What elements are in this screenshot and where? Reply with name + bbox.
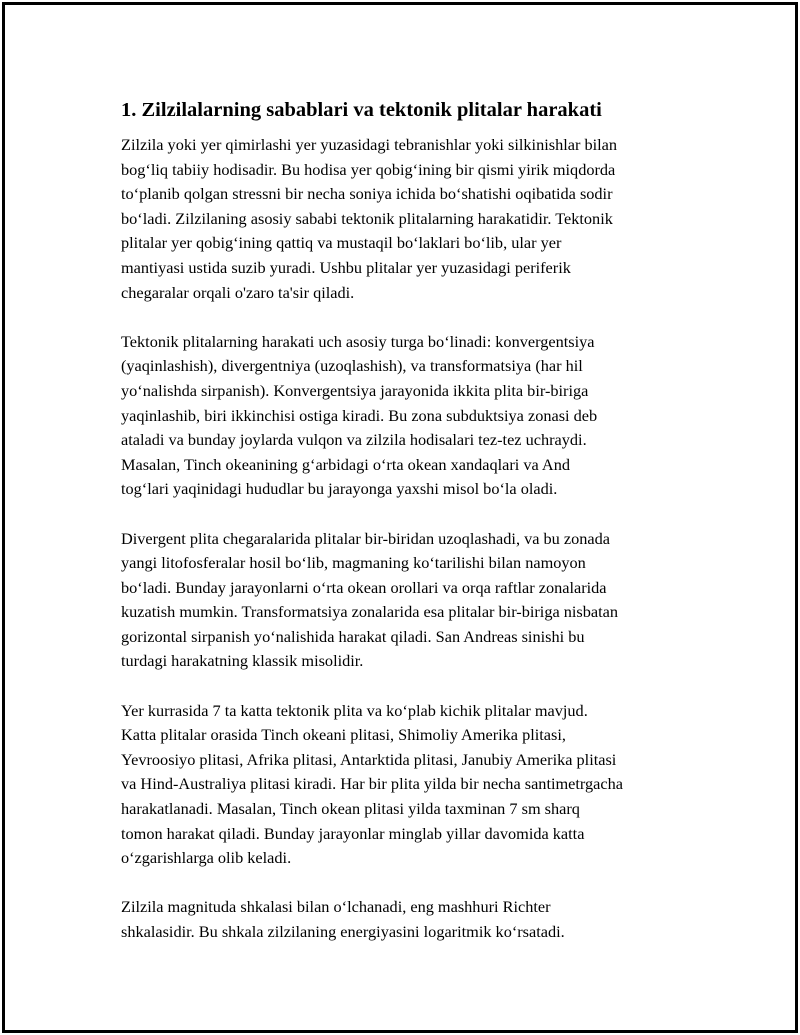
paragraph-2 xyxy=(121,330,701,502)
text-line: Divergent plita chegaralarida plitalar bir-biridan uzoqlashadi, va bu zonada xyxy=(121,528,610,548)
text-line: Masalan, Tinch okeanining g‘arbidagi o‘rta okean xandaqlari va And xyxy=(121,454,570,474)
text-line: bo‘ladi. Zilzilaning asosiy sababi tektonik plitalarning harakatidir. Tektonik xyxy=(121,208,613,228)
text-line: Yer kurrasida 7 ta katta tektonik plita va ko‘plab kichik plitalar mavjud. xyxy=(121,700,588,720)
text-line: yangi litofosferalar hosil bo‘lib, magmaning ko‘tarilishi bilan namoyon xyxy=(121,553,586,573)
document-body xyxy=(121,97,701,969)
text-line: Yevroosiyo plitasi, Afrika plitasi, Antarktida plitasi, Janubiy Amerika plitasi xyxy=(121,749,617,769)
text-line: shkalasidir. Bu shkala zilzilaning energiyasini logaritmik ko‘rsatadi. xyxy=(121,922,565,941)
text-line: Tektonik plitalarning harakati uch asosiy turga bo‘linadi: konvergentsiya xyxy=(121,331,595,351)
text-line: tog‘lari yaqinidagi hududlar bu jarayonga yaxshi misol bo‘la oladi. xyxy=(121,479,558,499)
text-line: bog‘liq tabiiy hodisadir. Bu hodisa yer qobig‘ining bir qismi yirik miqdorda xyxy=(121,159,616,179)
text-line: Zilzila yoki yer qimirlashi yer yuzasidagi tebranishlar yoki silkinishlar bilan xyxy=(121,135,618,154)
text-line: to‘planib qolgan stressni bir necha soniya ichida bo‘shatishi oqibatida sodir xyxy=(121,184,613,204)
section-heading: 1. Zilzilalarning sabablari va tektonik plitalar harakati xyxy=(121,99,602,121)
text-line: yo‘nalishda sirpanish). Konvergentsiya jarayonida ikkita plita bir-biriga xyxy=(121,380,589,400)
text-line: bo‘ladi. Bunday jarayonlarni o‘rta okean orollari va orqa raftlar zonalarida xyxy=(121,577,607,597)
text-line: Katta plitalar orasida Tinch okeani plitasi, Shimoliy Amerika plitasi, xyxy=(121,725,566,745)
text-line: yaqinlashib, biri ikkinchisi ostiga kiradi. Bu zona subduktsiya zonasi deb xyxy=(121,405,598,425)
text-line: Zilzila magnituda shkalasi bilan o‘lchanadi, eng mashhuri Richter xyxy=(121,897,551,917)
paragraph-4 xyxy=(121,699,701,871)
text-line: harakatlanadi. Masalan, Tinch okean plitasi yilda taxminan 7 sm sharq xyxy=(121,799,580,819)
text-line: chegaralar orqali o'zaro ta'sir qiladi. xyxy=(121,282,355,302)
text-line: o‘zgarishlarga olib keladi. xyxy=(121,848,292,868)
text-line: va Hind-Australiya plitasi kiradi. Har bir plita yilda bir necha santimetrgacha xyxy=(121,774,623,794)
text-line: kuzatish mumkin. Transformatsiya zonalarida esa plitalar bir-biriga nisbatan xyxy=(121,602,619,622)
text-line: ataladi va bunday joylarda vulqon va zilzila hodisalari tez-tez uchraydi. xyxy=(121,430,587,450)
text-line: tomon harakat qiladi. Bunday jarayonlar minglab yillar davomida katta xyxy=(121,823,585,843)
text-line: (yaqinlashish), divergentniya (uzoqlashish), va transformatsiya (har hil xyxy=(121,356,583,376)
text-line: turdagi harakatning klassik misolidir. xyxy=(121,651,364,671)
paragraph-1 xyxy=(121,133,701,305)
page-frame xyxy=(2,2,798,1033)
text-line: mantiyasi ustida suzib yuradi. Ushbu plitalar yer yuzasidagi periferik xyxy=(121,257,571,277)
paragraph-3 xyxy=(121,527,701,675)
paragraph-5 xyxy=(121,895,701,944)
text-line: gorizontal sirpanish yo‘nalishida harakat qiladi. San Andreas sinishi bu xyxy=(121,626,585,646)
text-line: plitalar yer qobig‘ining qattiq va mustaqil bo‘laklari bo‘lib, ular yer xyxy=(121,233,562,253)
